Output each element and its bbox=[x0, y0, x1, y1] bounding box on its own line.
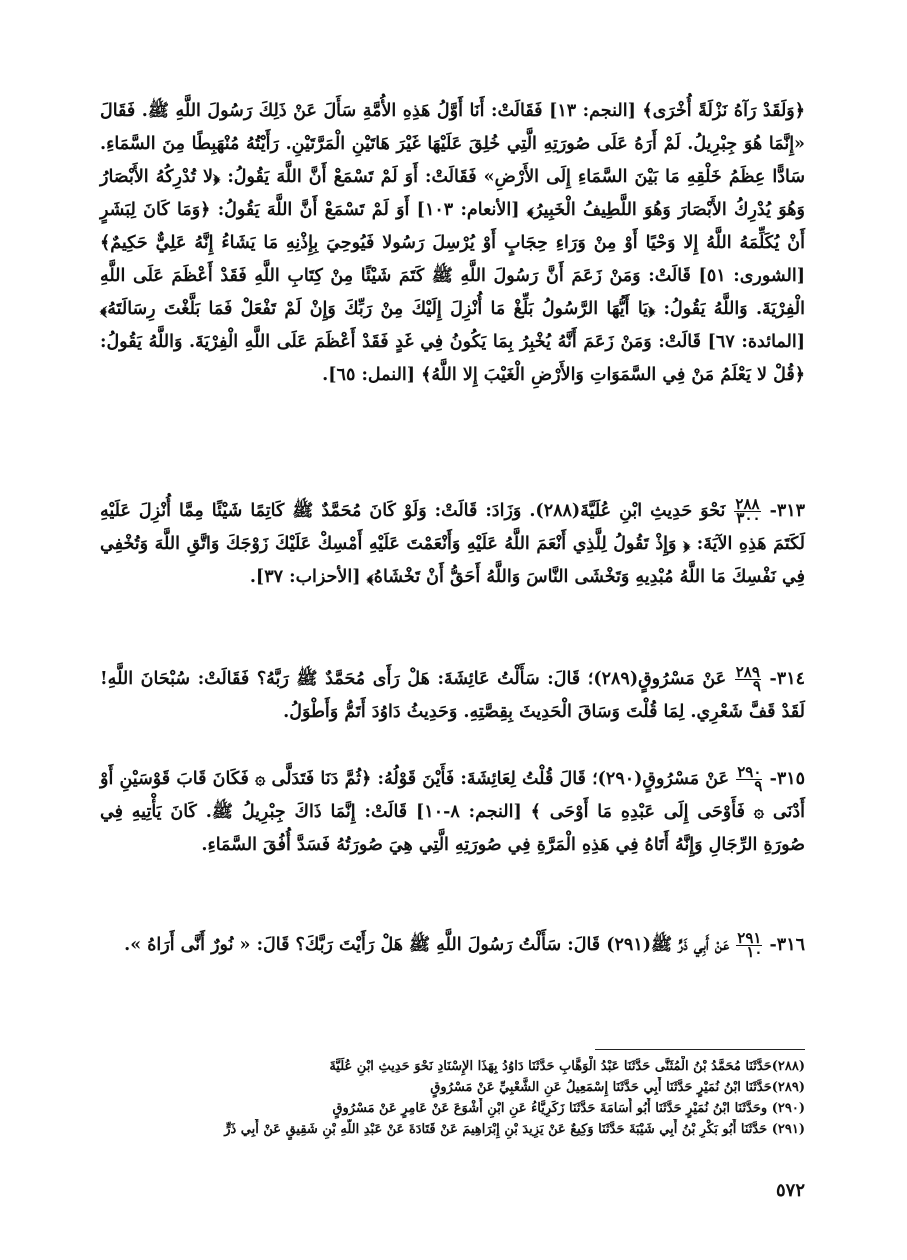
fraction-bottom: ٩ bbox=[754, 777, 763, 795]
hadith-text: عَنْ مَسْرُوقٍ(٢٨٩)؛ قَالَ: سَأَلْتُ عَائِشَةَ: هَلْ رَأَى مُحَمَّدٌ ﷺ رَبَّهُ؟ فَقَالَتْ: سُبْحَانَ اللَّهِ! لَقَدْ قَفَّ شَعْرِي. لِمَا قُلْتَ وَسَاقَ الْحَدِيثَ بِقِصَّتِهِ. وَحَدِيثُ دَاوُدَ أَتَمُّ وَأَطْوَلُ. bbox=[100, 669, 805, 722]
hadith-316 bbox=[100, 929, 805, 962]
fraction-bottom: ١٠ bbox=[746, 943, 763, 961]
hadith-text: عَنْ أَبِي ذَرٍّ ﷺ(٢٩١) قَالَ: سَأَلْتُ رَسُولَ اللَّهِ ﷺ هَلْ رَأَيْتَ رَبَّكَ؟ قَالَ: « نُورٌ أَنَّى أَرَاهُ ». bbox=[124, 935, 730, 955]
hadith-313 bbox=[100, 495, 805, 594]
hadith-fraction bbox=[736, 763, 763, 795]
page-number: ٥٧٢ bbox=[775, 1180, 805, 1201]
footnote-divider bbox=[595, 1049, 805, 1050]
fraction-top: ٢٨٨ bbox=[735, 495, 760, 513]
footnote: (٢٨٩)حَدَّثَنَا ابْنُ نُمَيْرٍ حَدَّثَنَا أَبِي حَدَّثَنَا إِسْمَعِيلُ عَنِ الشَّعْبِيِّ عَنْ مَسْرُوقٍ bbox=[430, 1080, 805, 1095]
hadith-fraction bbox=[736, 929, 763, 961]
hadith-number: ٣١٥- bbox=[769, 769, 806, 789]
fraction-top: ٢٨٩ bbox=[735, 663, 760, 681]
hadith-text: نَحْوَ حَدِيثِ ابْنِ عُلَيَّةَ(٢٨٨). وَزَادَ: قَالَتْ: وَلَوْ كَانَ مُحَمَّدٌ ﷺ كَاتِمًا شَيْئًا مِمَّا أُنْزِلَ عَلَيْهِ لَكَتَمَ هَذِهِ الآيَةَ: ﴿ وَإِذْ تَقُولُ لِلَّذِي أَنْعَمَ اللَّهُ عَلَيْهِ وَأَنْعَمْتَ عَلَيْهِ أَمْسِكْ عَلَيْكَ زَوْجَكَ وَاتَّقِ اللَّهَ وَتُخْفِي فِي نَفْسِكَ مَا اللَّهُ مُبْدِيهِ وَتَخْشَى النَّاسَ وَاللَّهُ أَحَقُّ أَنْ تَخْشَاهُ﴾ [الأحزاب: ٣٧]. bbox=[100, 501, 805, 587]
hadith-number: ٣١٤- bbox=[769, 669, 805, 689]
paragraph-continuation bbox=[100, 95, 805, 392]
fraction-bottom: ٩ bbox=[752, 677, 761, 695]
hadith-fraction bbox=[735, 663, 761, 695]
hadith-314 bbox=[100, 663, 805, 729]
footnotes bbox=[100, 1056, 805, 1140]
paragraph-text: ﴿وَلَقَدْ رَآهُ نَزْلَةً أُخْرَى﴾ [النجم: ١٣] فَقَالَتْ: أَنَا أَوَّلُ هَذِهِ الأُمَّةِ سَأَلَ عَنْ ذَلِكَ رَسُولَ اللَّهِ ﷺ. فَقَالَ «إِنَّمَا هُوَ جِبْرِيلُ. لَمْ أَرَهُ عَلَى صُورَتِهِ الَّتِي خُلِقَ عَلَيْهَا غَيْرَ هَاتَيْنِ الْمَرَّتَيْنِ. رَأَيْتُهُ مُنْهَبِطًا مِنَ السَّمَاءِ. سَادًّا عِظَمُ خَلْقِهِ مَا بَيْنَ السَّمَاءِ إِلَى الأَرْضِ» فَقَالَتْ: أَوَ لَمْ تَسْمَعْ أَنَّ اللَّهَ يَقُولُ: ﴿لا تُدْرِكُهُ الأَبْصَارُ وَهُوَ يُدْرِكُ الأَبْصَارَ وَهُوَ اللَّطِيفُ الْخَبِيرُ﴾ [الأنعام: ١٠٣] أَوَ لَمْ تَسْمَعْ أَنَّ اللَّهَ يَقُولُ: ﴿وَمَا كَانَ لِبَشَرٍ أَنْ يُكَلِّمَهُ اللَّهُ إِلا وَحْيًا أَوْ مِنْ وَرَاءِ حِجَابٍ أَوْ يُرْسِلَ رَسُولا فَيُوحِيَ بِإِذْنِهِ مَا يَشَاءُ إِنَّهُ عَلِيٌّ حَكِيمٌ﴾ [الشورى: ٥١] قَالَتْ: وَمَنْ زَعَمَ أَنَّ رَسُولَ اللَّهِ ﷺ كَتَمَ شَيْئًا مِنْ كِتَابِ اللَّهِ فَقَدْ أَعْظَمَ عَلَى اللَّهِ الْفِرْيَةَ. وَاللَّهُ يَقُولُ: ﴿يَا أَيُّهَا الرَّسُولُ بَلِّغْ مَا أُنْزِلَ إِلَيْكَ مِنْ رَبِّكَ وَإِنْ لَمْ تَفْعَلْ فَمَا بَلَّغْتَ رِسَالَتَهُ﴾ [المائدة: ٦٧] قَالَتْ: وَمَنْ زَعَمَ أَنَّهُ يُخْبِرُ بِمَا يَكُونُ فِي غَدٍ فَقَدْ أَعْظَمَ عَلَى اللَّهِ الْفِرْيَةَ. وَاللَّهُ يَقُولُ: ﴿قُلْ لا يَعْلَمُ مَنْ فِي السَّمَوَاتِ وَالأَرْضِ الْغَيْبَ إِلا اللَّهُ﴾ [النمل: ٦٥]. bbox=[100, 101, 805, 385]
hadith-number: ٣١٣- bbox=[769, 501, 806, 521]
fraction-bottom: ٣٠٠ bbox=[736, 509, 761, 527]
footnote: (٢٨٨)حَدَّثَنَا مُحَمَّدُ بْنُ الْمُثَنَّى حَدَّثَنَا عَبْدُ الْوَهَّابِ حَدَّثَنَا دَاوُدُ بِهَذَا الإِسْنَادِ نَحْوَ حَدِيثِ ابْنِ عُلَيَّةَ bbox=[329, 1059, 805, 1074]
fraction-top: ٢٩١ bbox=[737, 929, 762, 947]
fraction-top: ٢٩٠ bbox=[737, 763, 762, 781]
hadith-number: ٣١٦- bbox=[769, 935, 805, 955]
hadith-fraction bbox=[734, 495, 761, 527]
hadith-text: عَنْ مَسْرُوقٍ(٢٩٠)؛ قَالَ قُلْتُ لِعَائِشَةَ: فَأَيْنَ قَوْلُهُ: ﴿ثُمَّ دَنَا فَتَدَلَّى ۞ فَكَانَ قَابَ قَوْسَيْنِ أَوْ أَدْنَى ۞ فَأَوْحَى إِلَى عَبْدِهِ مَا أَوْحَى ﴾ [النجم: ٨-١٠] قَالَتْ: إِنَّمَا ذَاكَ جِبْرِيلُ ﷺ. كَانَ يَأْتِيهِ فِي صُورَةِ الرِّجَالِ وَإِنَّهُ أَتَاهُ فِي هَذِهِ الْمَرَّةِ فِي صُورَتِهِ الَّتِي هِيَ صُورَتُهُ فَسَدَّ أُفُقَ السَّمَاءِ. bbox=[100, 769, 805, 855]
footnote: (٢٩٠) وحَدَّثَنَا ابْنُ نُمَيْرٍ حَدَّثَنَا أَبُو أُسَامَةَ حَدَّثَنَا زَكَرِيَّاءُ عَنِ ابْنِ أَشْوَعَ عَنْ عَامِرٍ عَنْ مَسْرُوقٍ bbox=[332, 1101, 805, 1116]
footnote: (٢٩١) حَدَّثَنَا أَبُو بَكْرِ بْنُ أَبِي شَيْبَةَ حَدَّثَنَا وَكِيعٌ عَنْ يَزِيدَ بْنِ إِبْرَاهِيمَ عَنْ قَتَادَةَ عَنْ عَبْدِ اللَّهِ بْنِ شَقِيقٍ عَنْ أَبِي ذَرٍّ bbox=[224, 1122, 805, 1137]
hadith-315 bbox=[100, 763, 805, 862]
